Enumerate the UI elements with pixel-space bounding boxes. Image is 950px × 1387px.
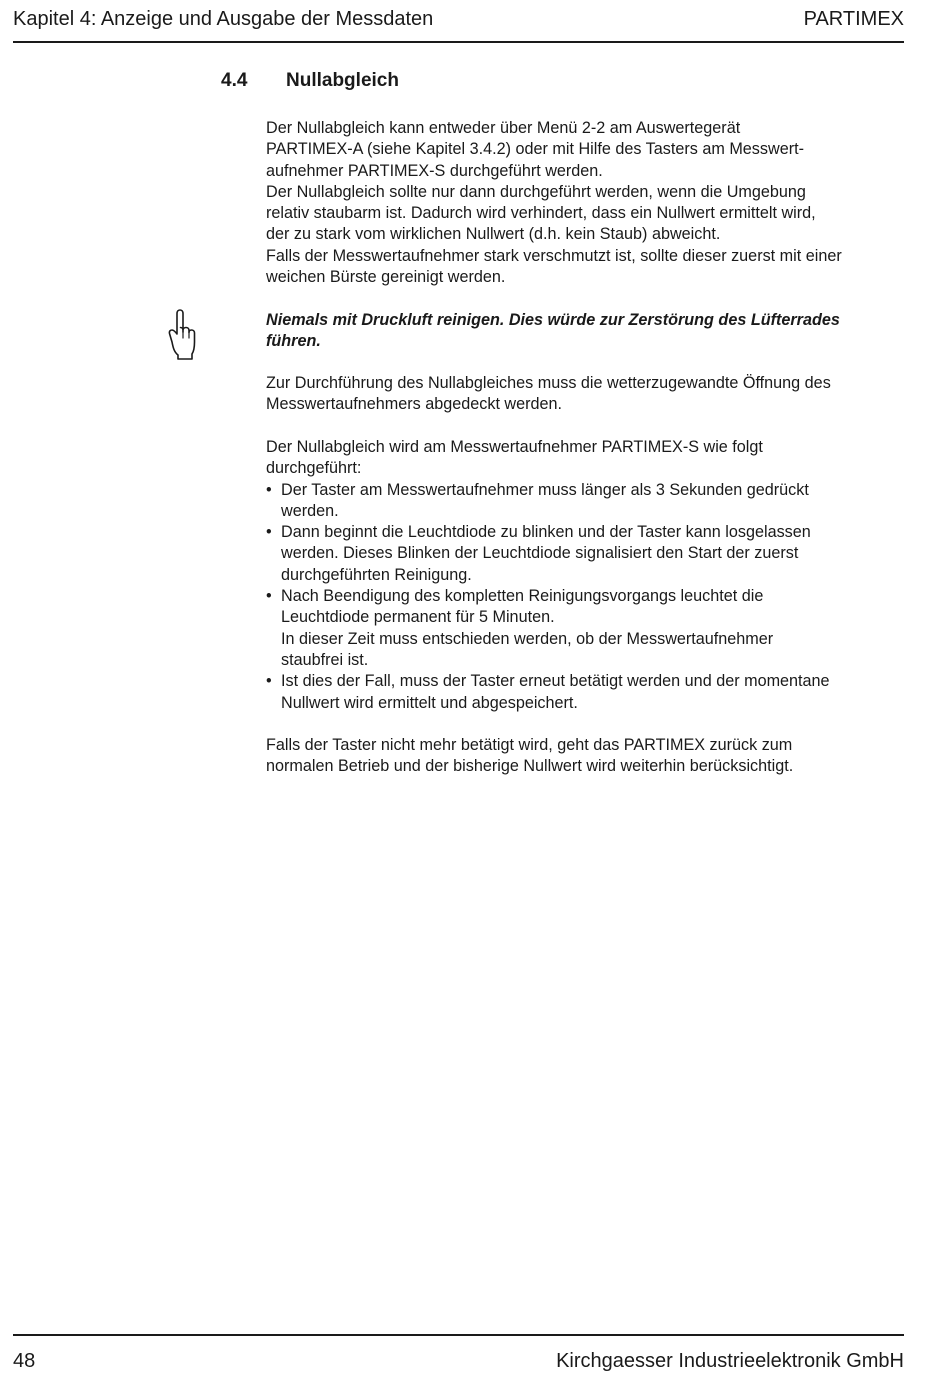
bullet-marker: • xyxy=(266,480,272,499)
list-item xyxy=(266,671,904,714)
text-line: In dieser Zeit muss entschieden werden, ob der Messwertaufnehmer xyxy=(281,629,774,648)
page-number: 48 xyxy=(13,1350,36,1372)
procedure-section xyxy=(266,437,904,714)
section-number: 4.4 xyxy=(221,70,248,91)
footer-company-name: Kirchgaesser Industrieelektronik GmbH xyxy=(556,1350,904,1372)
text-line: weichen Bürste gereinigt werden. xyxy=(266,268,506,287)
text-line: Der Nullabgleich wird am Messwertaufnehmer PARTIMEX-S wie folgt xyxy=(266,438,763,456)
text-line: Dann beginnt die Leuchtdiode zu blinken und der Taster kann losgelassen xyxy=(281,523,811,542)
text-line: Messwertaufnehmers abgedeckt werden. xyxy=(266,395,563,414)
closing-paragraph xyxy=(266,735,904,778)
text-line: Ist dies der Fall, muss der Taster erneut betätigt werden und der momentane xyxy=(281,672,830,691)
list-item xyxy=(266,480,904,523)
text-line: Falls der Taster nicht mehr betätigt wird, geht das PARTIMEX zurück zum xyxy=(266,736,793,754)
text-line: Niemals mit Druckluft reinigen. Dies würde zur Zerstörung des Lüfterrades xyxy=(266,311,840,329)
text-line: Zur Durchführung des Nullabgleiches muss die wetterzugewandte Öffnung des xyxy=(266,374,831,392)
list-item xyxy=(266,522,904,586)
text-line: Der Nullabgleich kann entweder über Menü 2-2 am Auswertegerät xyxy=(266,119,741,137)
text-line: aufnehmer PARTIMEX-S durchgeführt werden. xyxy=(266,161,603,180)
text-line: Falls der Messwertaufnehmer stark verschmutzt ist, sollte dieser zuerst mit einer xyxy=(266,246,842,265)
text-line: Leuchtdiode permanent für 5 Minuten. xyxy=(281,608,555,627)
bullet-marker: • xyxy=(266,587,272,606)
list-item xyxy=(266,586,904,671)
bullet-marker: • xyxy=(266,672,272,691)
footer-divider xyxy=(13,1334,904,1336)
procedure-steps-list xyxy=(266,480,904,714)
cover-instruction-paragraph xyxy=(266,373,904,416)
text-line: PARTIMEX-A (siehe Kapitel 3.4.2) oder mit Hilfe des Tasters am Messwert- xyxy=(266,140,804,159)
text-line: Der Nullabgleich sollte nur dann durchgeführt werden, wenn die Umgebung xyxy=(266,182,806,201)
text-line: werden. Dieses Blinken der Leuchtdiode signalisiert den Start der zuerst xyxy=(281,544,799,563)
header-divider xyxy=(13,41,904,43)
intro-paragraph xyxy=(266,118,904,288)
pointing-hand-icon xyxy=(166,308,196,360)
header-chapter-title: Kapitel 4: Anzeige und Ausgabe der Messdaten xyxy=(13,8,434,30)
text-line: werden. xyxy=(281,501,339,520)
warning-note xyxy=(266,310,904,353)
section-title: Nullabgleich xyxy=(286,70,399,91)
text-line: der zu stark vom wirklichen Nullwert (d.h. kein Staub) abweicht. xyxy=(266,225,721,244)
text-line: relativ staubarm ist. Dadurch wird verhindert, dass ein Nullwert ermittelt wird, xyxy=(266,204,816,223)
text-line: Nullwert wird ermittelt und abgespeichert. xyxy=(281,693,578,712)
bullet-marker: • xyxy=(266,523,272,542)
text-line: führen. xyxy=(266,332,321,351)
text-line: durchgeführten Reinigung. xyxy=(281,565,472,584)
text-line: normalen Betrieb und der bisherige Nullwert wird weiterhin berücksichtigt. xyxy=(266,757,794,776)
text-line: Der Taster am Messwertaufnehmer muss länger als 3 Sekunden gedrückt xyxy=(281,480,809,499)
text-line: Nach Beendigung des kompletten Reinigungsvorgangs leuchtet die xyxy=(281,587,764,606)
text-line: durchgeführt: xyxy=(266,459,362,478)
header-product-name: PARTIMEX xyxy=(803,8,904,30)
text-line: staubfrei ist. xyxy=(281,650,369,669)
